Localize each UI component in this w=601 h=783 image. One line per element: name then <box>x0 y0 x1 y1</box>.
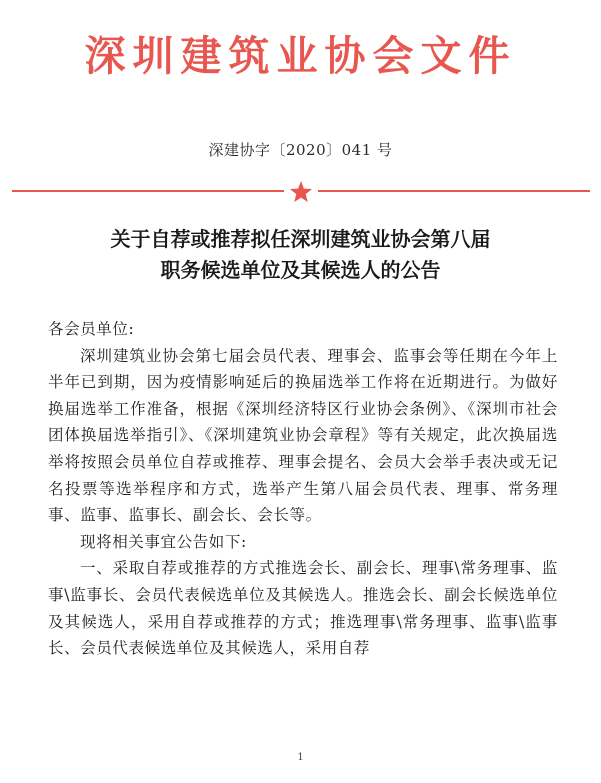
star-icon <box>289 180 313 204</box>
divider-line-left <box>12 190 284 192</box>
notice-title <box>0 224 601 286</box>
paragraph-intro: 深圳建筑业协会第七届会员代表、理事会、监事会等任期在今年上半年已到期，因为疫情影响延后的换届选举工作将在近期进行。为做好换届选举工作准备，根据《深圳经济特区行业协会条例》、《深圳市社会团体换届选举指引》、《深圳建筑业协会章程》等有关规定，此次换届选举将按照会员单位自荐或推荐、理事会提名、会员大会举手表决或无记名投票等选举程序和方式，选举产生第八届会员代表、理事、常务理事、监事、监事长、副会长、会长等。 <box>48 346 558 525</box>
notice-title-line-1: 关于自荐或推荐拟任深圳建筑业协会第八届 <box>110 227 491 251</box>
divider-line-right <box>318 190 590 192</box>
header-divider <box>12 180 590 204</box>
paragraph-announcement: 现将相关事宜公告如下: <box>80 532 247 551</box>
salutation: 各会员单位: <box>48 320 135 338</box>
page-number: 1 <box>297 752 304 763</box>
notice-title-line-2: 职务候选单位及其候选人的公告 <box>160 258 441 282</box>
document-header-title: 深圳建筑业协会文件 <box>84 32 517 80</box>
document-number: 深建协字〔2020〕041 号 <box>208 141 393 159</box>
notice-body <box>48 316 558 662</box>
paragraph-item-1: 一、采取自荐或推荐的方式推选会长、副会长、理事\常务理事、监事\监事长、会员代表候选单位及其候选人。推选会长、副会长候选单位及其候选人，采用自荐或推荐的方式；推选理事\常务理事、监事\监事长、会员代表候选单位及其候选人，采用自荐 <box>48 559 558 658</box>
